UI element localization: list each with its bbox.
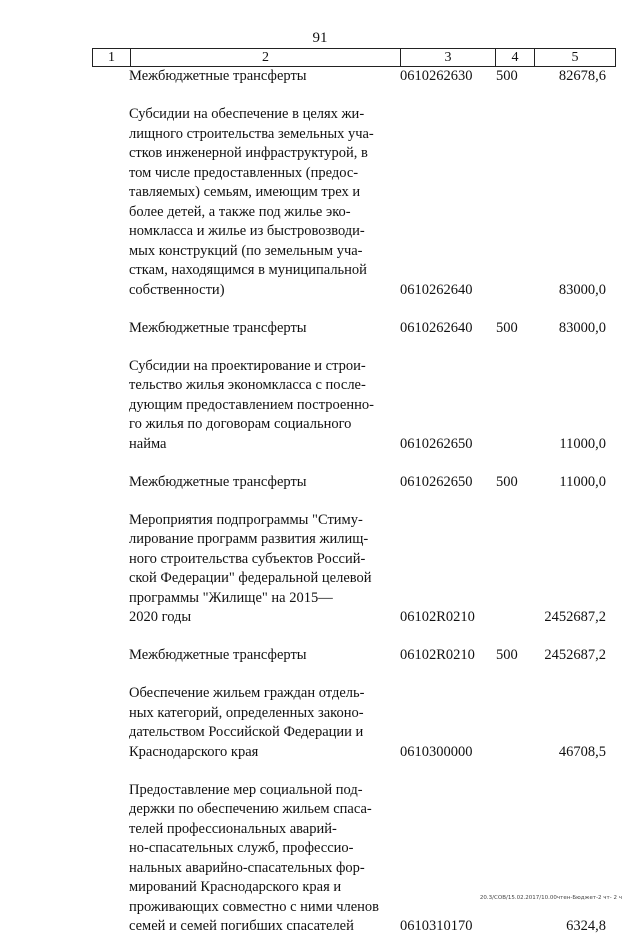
row-code: 0610310170 — [400, 918, 473, 934]
row-name-line: проживающих совместно с ними членов — [129, 898, 380, 915]
row-expense-type: 500 — [496, 473, 518, 490]
row-name — [129, 105, 387, 300]
row-expense-type: 500 — [496, 319, 518, 336]
row-expense-type: 500 — [496, 68, 518, 84]
row-name — [129, 357, 387, 455]
row-amount: 6324,8 — [566, 918, 606, 934]
row-amount: 83000,0 — [558, 281, 606, 298]
row-name-line: ных категорий, определенных законо- — [129, 704, 364, 721]
row-name-line: Предоставление мер социальной под- — [129, 781, 363, 798]
row-name-line: го жилья по договорам социального — [129, 416, 352, 432]
row-name — [129, 511, 387, 628]
row-name-line: ного строительства субъектов Россий- — [129, 550, 366, 567]
header-col-3: 3 — [401, 49, 496, 67]
row-amount: 46708,5 — [558, 743, 606, 760]
row-name-line: мирований Краснодарского края и — [129, 879, 342, 895]
row-name-line: Субсидии на проектирование и строи- — [129, 357, 366, 374]
row-name-line: но-спасательных служб, профессио- — [129, 840, 354, 856]
row-name-line: найма — [129, 435, 167, 452]
row-code: 06102R0210 — [400, 647, 475, 663]
row-name-line: Мероприятия подпрограммы "Стиму- — [129, 511, 363, 528]
row-name-line: нальных аварийно-спасательных фор- — [129, 859, 365, 876]
row-code: 0610300000 — [400, 743, 473, 760]
row-name-line: собственности) — [129, 281, 225, 298]
row-name-line: держки по обеспечению жильем спаса- — [129, 801, 372, 817]
row-name-line: тавляемых) семьям, имеющим трех и — [129, 184, 361, 200]
row-name-line: Субсидии на обеспечение в целях жи- — [129, 106, 365, 122]
row-name-line: Обеспечение жильем граждан отдель- — [129, 685, 365, 701]
row-amount: 11000,0 — [559, 473, 606, 490]
page-number: 91 — [312, 30, 328, 46]
row-amount: 11000,0 — [559, 435, 606, 452]
row-name — [129, 684, 387, 762]
row-name-line: ской Федерации" федеральной целевой — [129, 570, 372, 586]
row-name — [129, 473, 387, 493]
row-name-line: сткам, находящимся в муниципальной — [129, 262, 367, 278]
row-expense-type: 500 — [496, 647, 518, 663]
header-col-2: 2 — [131, 49, 401, 67]
row-amount: 83000,0 — [558, 319, 606, 336]
row-name-line: Межбюджетные трансферты — [129, 319, 307, 336]
row-code: 06102R0210 — [400, 609, 475, 625]
row-name-line: более детей, а также под жилье эко- — [129, 203, 351, 220]
row-name-line: Межбюджетные трансферты — [129, 68, 307, 84]
row-name-line: Краснодарского края — [129, 743, 259, 760]
row-name-line: дующим предоставлением построенно- — [129, 396, 374, 413]
row-code: 0610262630 — [400, 68, 473, 84]
row-name-line: том числе предоставленных (предос- — [129, 164, 359, 181]
row-name-line: лищного строительства земельных уча- — [129, 125, 374, 142]
row-name-line: лирование программ развития жилищ- — [129, 531, 369, 547]
row-amount: 2452687,2 — [544, 647, 606, 663]
row-name-line: телей профессиональных аварий- — [129, 820, 337, 837]
row-name-line: мых конструкций (по земельным уча- — [129, 242, 363, 259]
row-code: 0610262650 — [400, 473, 473, 490]
row-name-line: семей и семей погибших спасателей — [129, 918, 354, 934]
row-name-line: стков инженерной инфраструктурой, в — [129, 145, 368, 161]
row-name — [129, 646, 387, 666]
header-col-5: 5 — [535, 49, 616, 67]
footer-note: 20.3/СОВ/15.02.2017/10.00чтен-Бюджет-2 чт- 2 ч — [479, 895, 622, 901]
row-code: 0610262640 — [400, 319, 473, 336]
column-header-table — [92, 48, 616, 67]
row-amount: 82678,6 — [558, 68, 606, 84]
row-name-line: Межбюджетные трансферты — [129, 473, 307, 490]
row-name — [129, 67, 387, 87]
row-name-line: номкласса и жилье из быстровозводи- — [129, 223, 365, 239]
row-code: 0610262640 — [400, 281, 473, 298]
row-name — [129, 781, 387, 937]
row-name-line: 2020 годы — [129, 609, 192, 625]
header-col-4: 4 — [496, 49, 535, 67]
row-code: 0610262650 — [400, 435, 473, 452]
row-name-line: дательством Российской Федерации и — [129, 724, 364, 740]
row-name-line: программы "Жилище" на 2015— — [129, 589, 333, 606]
row-name-line: Межбюджетные трансферты — [129, 647, 307, 663]
header-col-1: 1 — [93, 49, 131, 67]
row-name — [129, 319, 387, 339]
row-name-line: тельство жилья экономкласса с после- — [129, 377, 366, 393]
row-amount: 2452687,2 — [544, 609, 606, 625]
